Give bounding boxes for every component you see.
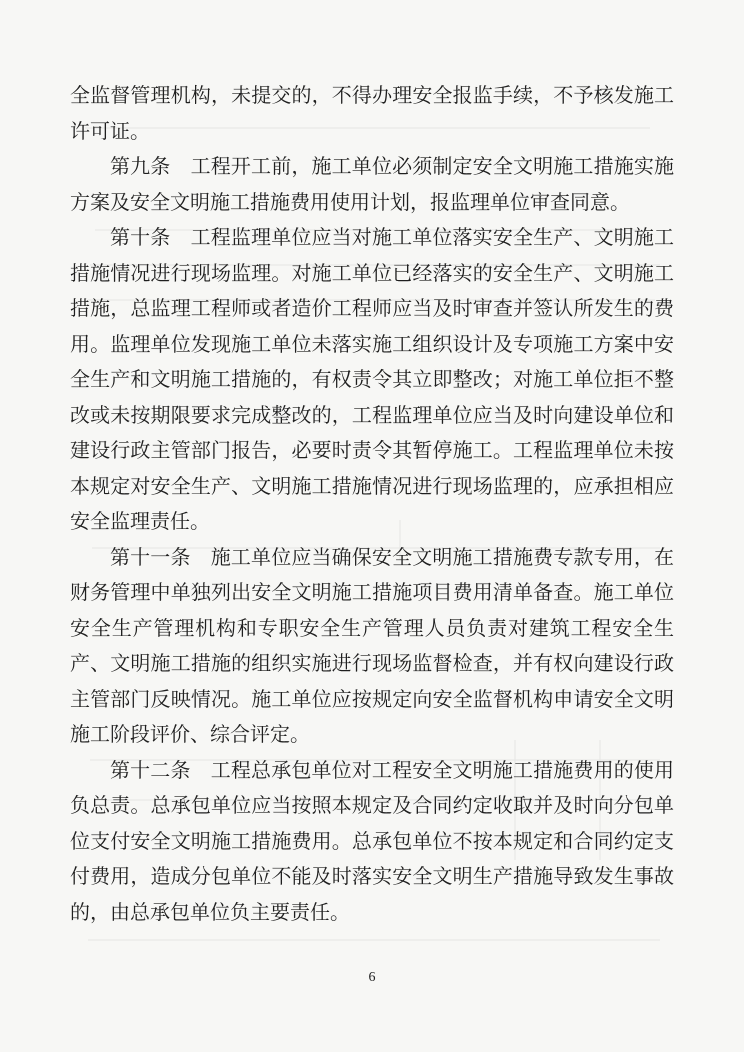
article-9 bbox=[70, 149, 674, 220]
article-heading: 第十二条 bbox=[110, 757, 191, 782]
article-text: 工程开工前，施工单位必须制定安全文明施工措施实施方案及安全文明施工措施费用使用计划，报监理单位审查同意。 bbox=[70, 154, 675, 214]
article-text: 工程监理单位应当对施工单位落实安全生产、文明施工措施情况进行现场监理。对施工单位已经落实的安全生产、文明施工措施，总监理工程师或者造价工程师应当及时审查并签认所发生的费用。监理单位发现施工单位未落实施工组织设计及专项施工方案中安全生产和文明施工措施的，有权责令其立即整改；对施工单位拒不整改或未按期限要求完成整改的，工程监理单位应当及时向建设单位和建设行政主管部门报告，必要时责令其暂停施工。工程监理单位未按本规定对安全生产、文明施工措施情况进行现场监理的，应承担相应安全监理责任。 bbox=[70, 225, 675, 533]
article-11 bbox=[70, 540, 674, 753]
paragraph-continuation bbox=[70, 78, 674, 149]
article-10 bbox=[70, 220, 674, 540]
article-heading: 第九条 bbox=[110, 154, 171, 178]
page-number: 6 bbox=[368, 970, 376, 985]
article-heading: 第十一条 bbox=[110, 544, 191, 569]
article-text: 施工单位应当确保安全文明施工措施费专款专用，在财务管理中单独列出安全文明施工措施项目费用清单备查。施工单位安全生产管理机构和专职安全生产管理人员负责对建筑工程安全生产、文明施工措施的组织实施进行现场监督检查，并有权向建设行政主管部门反映情况。施工单位应按规定向安全监督机构申请安全文明施工阶段评价、综合评定。 bbox=[70, 544, 675, 746]
paragraph-text: 全监督管理机构，未提交的，不得办理安全报监手续，不予核发施工许可证。 bbox=[70, 83, 674, 143]
article-text: 工程总承包单位对工程安全文明施工措施费用的使用负总责。总承包单位应当按照本规定及合同约定收取并及时向分包单位支付安全文明施工措施费用。总承包单位不按本规定和合同约定支付费用，造成分包单位不能及时落实安全文明生产措施导致发生事故的，由总承包单位负主要责任。 bbox=[70, 757, 675, 924]
article-12 bbox=[70, 753, 674, 931]
document-body bbox=[70, 78, 674, 930]
article-heading: 第十条 bbox=[110, 225, 171, 249]
